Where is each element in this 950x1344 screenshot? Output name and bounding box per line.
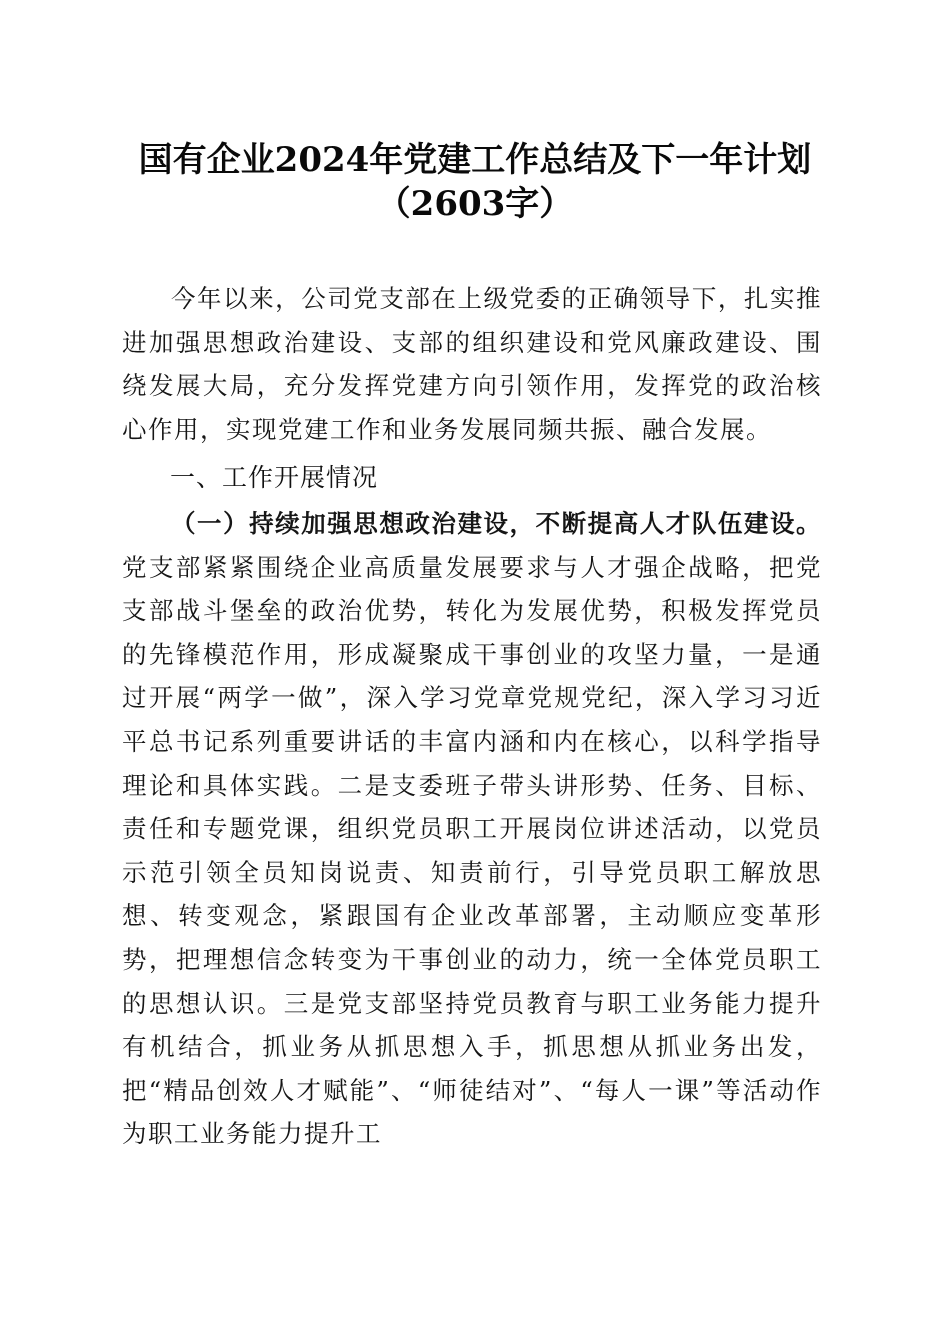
subsection-paragraph xyxy=(122,502,822,1156)
intro-paragraph: 今年以来，公司党支部在上级党委的正确领导下，扎实推进加强思想政治建设、支部的组织建设和党风廉政建设、围绕发展大局，充分发挥党建方向引领作用，发挥党的政治核心作用，实现党建工作和业务发展同频共振、融合发展。 xyxy=(122,284,822,444)
document-word-count: （2603字） xyxy=(376,184,574,224)
section-heading: 一、工作开展情况 xyxy=(170,463,379,492)
subsection-body: 党支部紧紧围绕企业高质量发展要求与人才强企战略，把党支部战斗堡垒的政治优势，转化为发展优势，积极发挥党员的先锋模范作用，形成凝聚成干事创业的攻坚力量，一是通过开展“两学一做”，深入学习党章党规党纪，深入学习习近平总书记系列重要讲话的丰富内涵和内在核心，以科学指导理论和具体实践。二是支委班子带头讲形势、任务、目标、责任和专题党课，组织党员职工开展岗位讲述活动，以党员示范引领全员知岗说责、知责前行，引导党员职工解放思想、转变观念，紧跟国有企业改革部署，主动顺应变革形势，把理想信念转变为干事创业的动力，统一全体党员职工的思想认识。三是党支部坚持党员教育与职工业务能力提升有机结合，抓业务从抓思想入手，抓思想从抓业务出发，把“精品创效人才赋能”、“师徒结对”、“每人一课”等活动作为职工业务能力提升工 xyxy=(122,552,822,1149)
subsection-heading: （一）持续加强思想政治建设，不断提高人才队伍建设。 xyxy=(171,509,822,538)
document-title: 国有企业2024年党建工作总结及下一年计划 xyxy=(138,140,812,180)
